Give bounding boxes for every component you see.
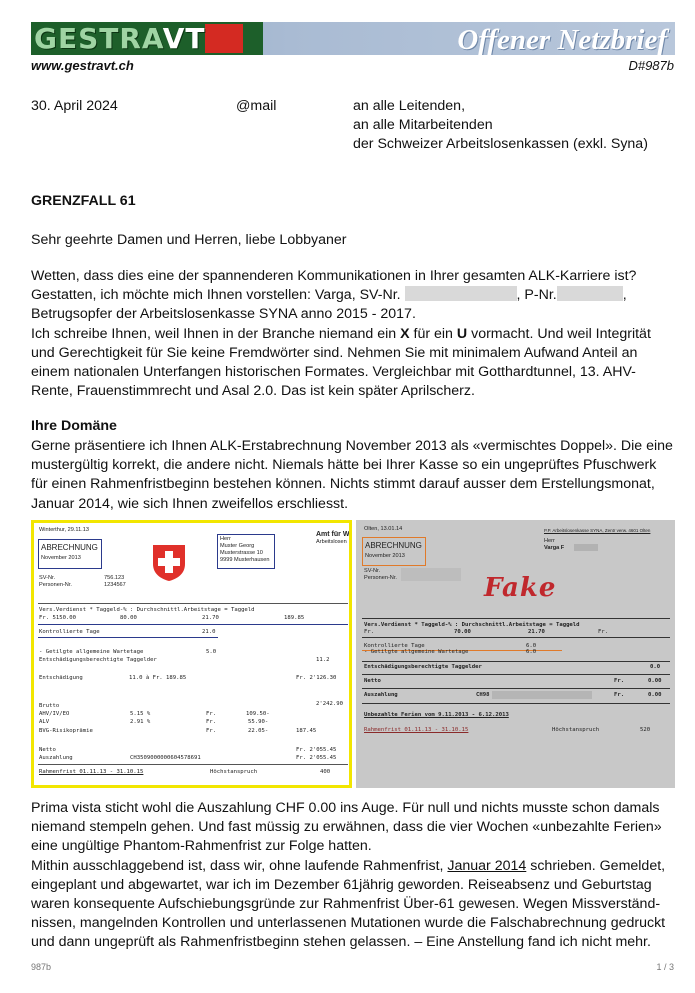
section-heading: Ihre Domäne — [31, 418, 117, 434]
header-banner — [31, 22, 675, 55]
recipient-line: an alle Leitenden, — [353, 98, 466, 114]
recipient-line: der Schweizer Arbeitslosenkassen (exkl. Syna) — [353, 136, 648, 153]
text-line: niemand stempeln gehen. Und fast müssig zu erwähnen, dass die vier Wochen «unbezahlte Ferien» — [31, 819, 662, 836]
text-line: Gestatten, ich möchte mich Ihnen vorstellen: Varga, SV-Nr. , P-Nr. , — [31, 287, 627, 304]
letter-heading: GRENZFALL 61 — [31, 193, 136, 209]
recipient-line: an alle Mitarbeitenden — [353, 117, 493, 134]
text-line: eine ungültige Phantom-Rahmenfrist zur Folge hatten. — [31, 838, 372, 855]
text-line: nissen, mangelnden Kontrollen und unterlassenen Mutationen wurde die Falschabrechnung gedruckt — [31, 915, 666, 932]
text-line: Betrugsopfer der Arbeitslosenkasse SYNA anno 2015 - 2017. — [31, 306, 416, 323]
redaction-bar — [401, 568, 461, 581]
statement-image-correct: Winterthur, 29.11.13 ABRECHNUNG November 2013 Herr Muster Georg Musterstrasse 10 9999 Musterhausen Amt für W Arbeitslosen SV-Nr. 756.123 Personen-Nr. 1234567 Vers.Verdienst * Taggeld-% : Durchschnittl.Arbeitstage = Taggeld Fr. 5150.00 80.00 21.70 189.85 Kontrollierte Tage 21.0 - Getilgte allgemeine Wartetage 5.0 Entschädigungsberechtigte Taggelder 11.2 Entschädigung 11.0 à Fr. 189.85 Fr. 2'126.30 Brutto 2'242.90 AHV/IV/EO 5.15 % Fr. 109.50- ALV 2.91 % Fr. 55.90- BVG-Risikoprämie Fr. 22.05- 187.45 Netto Fr. 2'055.45 Auszahlung CH3509000000604578691 Fr. 2'055.45 Rahmenfrist 01.11.13 - 31.10.15 Höchstanspruch 400 — [31, 520, 352, 788]
logo-text: GESTRAVT — [34, 22, 206, 55]
text-line: Rente, Frauenstimmrecht und Asal 2.0. Das ist kein später Aprilscherz. — [31, 383, 475, 400]
fake-stamp: Fake — [484, 573, 557, 603]
text-line: und Gerechtigkeit für Sie keine Fremdwörter sind. Nehmen Sie mit minimalem Aufwand Anteil an — [31, 344, 638, 361]
paragraph-domain — [31, 437, 673, 514]
redaction-bar — [557, 286, 623, 301]
form-date: Winterthur, 29.11.13 — [39, 527, 89, 533]
letter-date: 30. April 2024 — [31, 98, 118, 114]
recipients — [353, 97, 648, 155]
text-line: mustergültig korrekt, die andere nicht. Niemals hätte bei Ihrer Kasse so ein ungeprüftes Pfuschwerk — [31, 457, 657, 474]
redaction-bar — [492, 691, 592, 699]
text-line: Prima vista sticht wohl die Auszahlung CHF 0.00 ins Auge. Für null und nichts musste schon damals — [31, 800, 660, 816]
paragraph-intro — [31, 267, 671, 401]
brand-title: Offener Netzbrief — [457, 24, 667, 55]
text-line: Gerne präsentiere ich Ihnen ALK-Erstabrechnung November 2013 als «vermischtes Doppel». Die eine — [31, 438, 673, 454]
text-line: für einen Rahmenfristbeginn bestehen können. Nichts stimmt darauf ausser dem Erstellungsmonat, — [31, 476, 655, 493]
letter-channel: @mail — [236, 98, 277, 114]
greeting: Sehr geehrte Damen und Herren, liebe Lobbyaner — [31, 232, 347, 248]
text-line: Ich schreibe Ihnen, weil Ihnen in der Branche niemand ein X für ein U vormacht. Und weil Integrität — [31, 325, 651, 342]
text-line: Januar 2014, wie sich Ihnen zweifellos erschliesst. — [31, 495, 349, 512]
document-id: D#987b — [628, 58, 674, 73]
text-line: eingeplant und abgewartet, war ich im Dezember 61jährig geworden. Reiseabsenz und Geburtstag — [31, 876, 652, 893]
footer-doc-id: 987b — [31, 962, 52, 972]
text-line: waren konsequente Aufschiebungsgründe zur Rahmenfrist Über-61 gewesen. Wegen Missverständ- — [31, 896, 661, 913]
text-line: Wetten, dass dies eine der spannenderen Kommunikationen in Ihrer gesamten ALK-Karriere ist? — [31, 268, 637, 284]
logo-v-highlight — [205, 24, 243, 53]
page-number: 1 / 3 — [656, 962, 674, 972]
swiss-cross-icon — [149, 542, 189, 582]
text-line: einem nationalen Unterfangen historischen Formates. Vergleichbar mit Gotthardtunnel, 13. AHV- — [31, 364, 636, 381]
website-url[interactable]: www.gestravt.ch — [31, 58, 134, 73]
text-line: und dann ungeprüft als Rahmenfristbeginn stehen gelassen. – Eine Anstellung fand ich nicht mehr. — [31, 934, 651, 951]
statement-image-fake: Olten, 13.01.14 P.P. Arbeitslosenkasse SYNA, Zentr verw. 4601 Olten ABRECHNUNG November 2013 Herr Varga F SV-Nr. Personen-Nr. Fake Vers.Verdienst * Taggeld-% : Durchschnittl.Arbeitstage = Taggeld Fr. 70.00 21.70 Fr. Kontrollierte Tage 6.0 - Getilgte allgemeine Wartetage 6.0 Entschädigungsberechtigte Taggelder 0.0 Netto Fr. 0.00 Auszahlung CH98 Fr. 0.00 Unbezahlte Ferien vom 9.11.2013 - 6.12.2013 Rahmenfrist 01.11.13 - 31.10.15 Höchstanspruch 520 — [356, 520, 675, 788]
paragraph-analysis — [31, 799, 665, 953]
text-line: Mithin ausschlaggebend ist, dass wir, ohne laufende Rahmenfrist, Januar 2014 schrieben. Gemeldet, — [31, 857, 666, 874]
redaction-bar — [574, 544, 598, 551]
redaction-bar — [405, 286, 517, 301]
